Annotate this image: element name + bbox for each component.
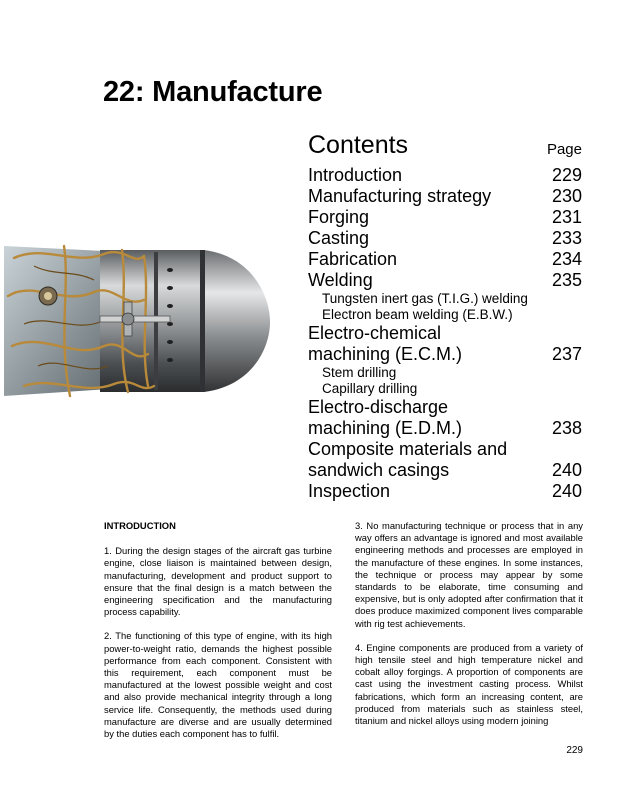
toc-entry-ecm-line1[interactable] bbox=[308, 323, 582, 344]
toc-entry-casting[interactable] bbox=[308, 228, 582, 249]
toc-entry-fabrication[interactable] bbox=[308, 249, 582, 270]
contents-page-label: Page bbox=[546, 141, 582, 158]
toc-entry-page: 231 bbox=[551, 207, 582, 227]
contents-panel bbox=[308, 131, 582, 502]
toc-entry-introduction[interactable] bbox=[308, 165, 582, 186]
engine-illustration bbox=[4, 236, 270, 406]
body-column-left bbox=[104, 520, 332, 752]
toc-entry-page: 233 bbox=[551, 228, 582, 248]
chapter-title: 22: Manufacture bbox=[103, 76, 323, 108]
page-number: 229 bbox=[566, 745, 583, 756]
toc-subentry-stem-drilling[interactable]: Stem drilling bbox=[322, 365, 397, 380]
toc-entry-page: 229 bbox=[551, 165, 582, 185]
toc-entry-label: Fabrication bbox=[308, 249, 398, 269]
toc-entry-inspection[interactable] bbox=[308, 481, 582, 502]
toc-entry-page: 234 bbox=[551, 249, 582, 269]
toc-entry-ecm[interactable] bbox=[308, 344, 582, 365]
toc-entry-label: Electro-chemical bbox=[308, 323, 442, 343]
paragraph-3: 3. No manufacturing technique or process that in any way offers an advantage is ignored and most available engineering methods and processes are employed in the manufacture of these engines. In some instances, the technique or process may appear by some standards to be elaborate, time consuming and expensive, but is only adopted after confirmation that it does produce maximized component lives comparable with rig test achievements. bbox=[355, 520, 583, 629]
toc-entry-composite[interactable] bbox=[308, 460, 582, 481]
toc-entry-page: 238 bbox=[551, 418, 582, 438]
toc-entry-page: 237 bbox=[551, 344, 582, 364]
toc-entry-label: Inspection bbox=[308, 481, 391, 501]
toc-entry-edm-line1[interactable] bbox=[308, 397, 582, 418]
toc-entry-label: Forging bbox=[308, 207, 370, 227]
toc-entry-label: Casting bbox=[308, 228, 370, 248]
toc-entry-label: Manufacturing strategy bbox=[308, 186, 492, 206]
paragraph-1: 1. During the design stages of the aircraft gas turbine engine, close liaison is maintained between design, manufacturing, development and product support to ensure that the final design is a match between the engineering specification and the manufacturing process capability. bbox=[104, 545, 332, 618]
toc-entry-label: Electro-discharge bbox=[308, 397, 449, 417]
toc-entry-page: 230 bbox=[551, 186, 582, 206]
paragraph-4: 4. Engine components are produced from a variety of high tensile steel and high temperature nickel and cobalt alloy forgings. A proportion of components are cast using the investment casting process. Whilst fabrications, which form an increasing content, are produced from materials such as stainless steel, titanium and nickel alloys using modern joining bbox=[355, 641, 583, 727]
toc-entry-label: machining (E.D.M.) bbox=[308, 418, 463, 438]
toc-entry-composite-line1[interactable] bbox=[308, 439, 582, 460]
body-column-right bbox=[355, 520, 583, 739]
toc-entry-label: Composite materials and bbox=[308, 439, 508, 459]
contents-title: Contents bbox=[308, 131, 409, 159]
toc-entry-label: sandwich casings bbox=[308, 460, 450, 480]
toc-subentry-tig-welding[interactable]: Tungsten inert gas (T.I.G.) welding bbox=[322, 291, 528, 306]
toc-subentry-capillary-drilling[interactable]: Capillary drilling bbox=[322, 381, 418, 396]
toc-entry-page: 235 bbox=[551, 270, 582, 290]
toc-entry-page: 240 bbox=[551, 460, 582, 480]
toc-entry-page: 240 bbox=[551, 481, 582, 501]
toc-entry-forging[interactable] bbox=[308, 207, 582, 228]
toc-entry-manufacturing-strategy[interactable] bbox=[308, 186, 582, 207]
toc-entry-label: Welding bbox=[308, 270, 373, 290]
section-heading: INTRODUCTION bbox=[104, 520, 176, 531]
toc-entry-label: Introduction bbox=[308, 165, 403, 185]
paragraph-2: 2. The functioning of this type of engine, with its high power-to-weight ratio, demands the highest possible performance from each component. Consistent with this requirement, each component must be manufactured at the lowest possible weight and cost and also provide mechanical integrity through a long service life. Consequently, the methods used during manufacture are diverse and are usually determined by the duties each component has to fulfil. bbox=[104, 630, 332, 740]
toc-entry-welding[interactable] bbox=[308, 270, 582, 291]
toc-subentry-ebw-welding[interactable]: Electron beam welding (E.B.W.) bbox=[322, 307, 513, 322]
contents-header bbox=[308, 131, 582, 165]
toc-entry-label: machining (E.C.M.) bbox=[308, 344, 463, 364]
toc-entry-edm[interactable] bbox=[308, 418, 582, 439]
